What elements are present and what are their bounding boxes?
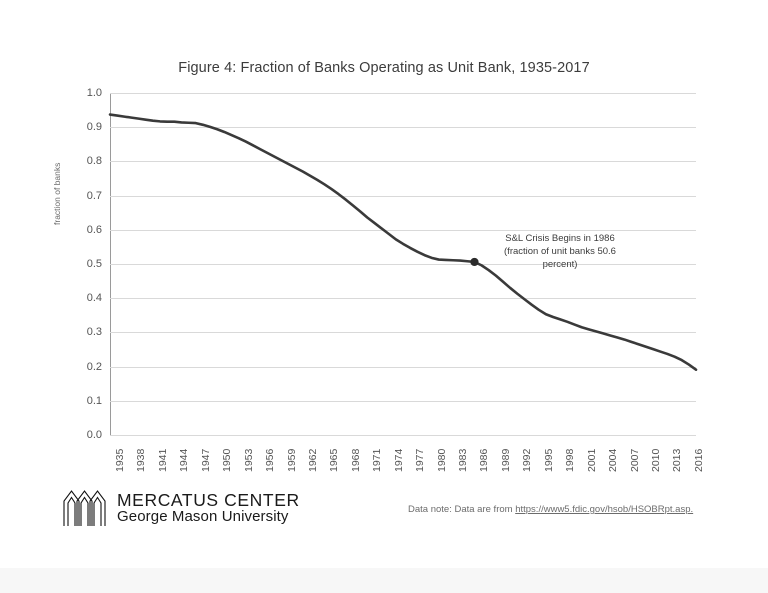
annotation-point-marker	[470, 258, 478, 266]
x-tick-label: 1977	[414, 448, 427, 472]
y-tick-label: 0.8	[86, 155, 102, 168]
y-tick-label: 0.2	[86, 360, 102, 373]
y-tick-label: 0.7	[86, 189, 102, 202]
x-tick-label: 2007	[628, 448, 641, 472]
y-tick-label: 0.5	[86, 258, 102, 270]
y-tick-label: 1.0	[86, 87, 102, 99]
x-tick-label: 1956	[264, 448, 277, 472]
x-tick-label: 2001	[585, 448, 598, 472]
y-tick-label: 0.4	[86, 292, 102, 305]
x-tick-label: 1968	[349, 448, 362, 472]
x-tick-label: 2016	[692, 448, 705, 472]
x-tick-label: 1992	[521, 448, 534, 472]
y-tick-label: 0.9	[86, 121, 102, 134]
annotation-line-3: percent)	[542, 258, 578, 270]
logo-subtitle: George Mason University	[117, 508, 289, 526]
y-tick-label: 0.3	[86, 326, 102, 339]
x-tick-label: 1935	[114, 448, 126, 472]
data-source-link[interactable]: https://www5.fdic.gov/hsob/HSOBRpt.asp.	[515, 504, 694, 515]
gridline	[110, 435, 696, 436]
y-tick-label: 0.0	[86, 429, 102, 441]
x-tick-label: 1995	[542, 448, 555, 472]
x-tick-label: 2013	[671, 448, 684, 472]
x-tick-label: 1941	[156, 448, 169, 472]
x-tick-label: 1974	[392, 448, 405, 472]
x-tick-label: 1998	[564, 448, 577, 472]
chart-title: Figure 4: Fraction of Banks Operating as Unit Bank, 1935-2017	[178, 60, 590, 76]
x-tick-label: 1950	[221, 448, 234, 472]
x-tick-label: 1971	[371, 448, 384, 472]
x-tick-label: 1947	[199, 448, 212, 472]
x-tick-label: 1965	[328, 448, 341, 472]
x-tick-label: 1959	[285, 448, 298, 472]
x-tick-label: 1953	[242, 448, 255, 472]
annotation-label	[485, 233, 635, 271]
mercatus-logo-text	[117, 491, 300, 525]
data-note	[408, 504, 693, 515]
x-tick-label: 1938	[135, 448, 148, 472]
x-tick-label: 1980	[435, 448, 448, 472]
annotation-line-2: (fraction of unit banks 50.6	[504, 245, 616, 257]
x-tick-label: 1986	[478, 448, 491, 472]
x-tick-label: 1962	[306, 448, 319, 472]
y-axis-label: fraction of banks	[52, 162, 62, 225]
y-tick-label: 0.1	[86, 394, 102, 407]
x-tick-label: 1944	[178, 448, 191, 472]
data-note-prefix: Data note: Data are from	[408, 504, 516, 515]
x-tick-label: 2010	[649, 448, 662, 472]
y-tick-label: 0.6	[86, 223, 102, 236]
x-tick-label: 1989	[499, 448, 512, 472]
annotation-line-1: S&L Crisis Begins in 1986	[505, 233, 615, 244]
x-tick-label: 2004	[607, 448, 620, 472]
x-tick-label: 1983	[457, 448, 470, 472]
logo-title: MERCATUS CENTER	[117, 489, 300, 510]
mercatus-logo-block	[62, 489, 300, 527]
bottom-strip	[0, 568, 768, 593]
mercatus-arches-logo-icon	[62, 489, 108, 527]
